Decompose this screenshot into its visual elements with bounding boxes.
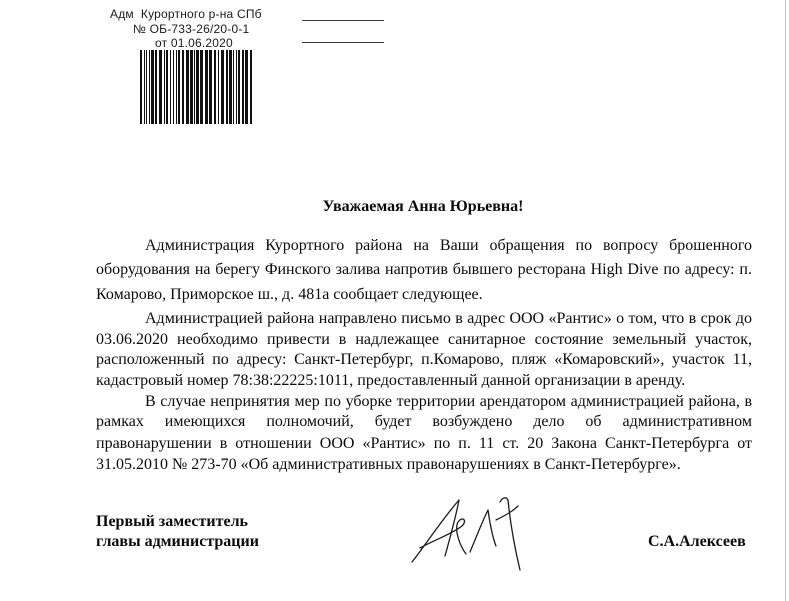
body-line-text: рамках имеющихся полномочий, будет возбуждено дело об административном [96, 413, 752, 430]
barcode-bar [200, 50, 203, 124]
blank-line-bottom [302, 42, 384, 43]
body-line-text: Комарово, Приморское ш., д. 481а сообщает следующее. [96, 286, 483, 303]
body-line [145, 236, 752, 256]
body-line-text: оборудования на берегу Финского залива напротив бывшего ресторана High Dive по адресу: п. [96, 261, 752, 278]
barcode-bar [233, 50, 234, 124]
body-line [96, 285, 752, 305]
barcode-bar [209, 50, 212, 124]
body-paragraph [96, 392, 752, 475]
stamp-date: от 01.06.2020 [155, 36, 233, 50]
barcode-bar [144, 50, 145, 124]
barcode-bar [159, 50, 162, 124]
barcode-bar [214, 50, 216, 124]
salutation: Уважаемая Анна Юрьевна! [322, 198, 524, 215]
barcode-bar [250, 50, 252, 124]
signer-name: С.А.Алексеев [648, 533, 746, 550]
barcode-bar [173, 50, 174, 124]
body-paragraph [96, 309, 752, 391]
body-line-text: 31.05.2010 № 273-70 «Об административных правонарушениях в Санкт-Петербурге». [96, 456, 681, 473]
body-line [145, 392, 752, 412]
body-line [96, 330, 752, 350]
body-line [96, 371, 752, 391]
barcode-bar [149, 50, 150, 124]
barcode-bar [178, 50, 180, 124]
body-line-text: кадастровый номер 78:38:22225:1011, предоставленный данной организации в аренду. [96, 372, 686, 389]
body-line-text: расположенный по адресу: Санкт-Петербург, п.Комарово, пляж «Комаровский», участок 11, [96, 351, 752, 368]
barcode-bar [196, 50, 199, 124]
stamp-organization: Адм Курортного р-на СПб [110, 7, 262, 21]
barcode-bar [186, 50, 189, 124]
barcode-bar [176, 50, 177, 124]
body-line [145, 309, 752, 329]
barcode-bar [221, 50, 224, 124]
barcode-bar [140, 50, 142, 124]
barcode-bar [166, 50, 168, 124]
body-line [96, 412, 752, 432]
stamp-registration-number: № ОБ-733-26/20-0-1 [133, 22, 250, 36]
barcode [140, 50, 253, 124]
body-line-text: Администрацией района направлено письмо в адрес ООО «Рантис» о том, что в срок до [145, 310, 752, 327]
body-line [96, 455, 752, 475]
body-line [96, 434, 752, 454]
barcode-bar [182, 50, 184, 124]
handwritten-signature [400, 490, 535, 575]
body-line [96, 350, 752, 370]
signatory-title-line1: Первый заместитель [96, 513, 248, 530]
body-line-text: В случае непринятия мер по уборке территории арендатором администрацией района, в [145, 393, 752, 410]
body-line-text: 03.06.2020 необходимо привести в надлежащее санитарное состояние земельный участок, [96, 331, 752, 348]
barcode-bar [242, 50, 244, 124]
signatory-title-line2: главы администрации [96, 533, 259, 550]
barcode-bar [226, 50, 228, 124]
blank-line-top [302, 20, 384, 21]
barcode-bar [229, 50, 232, 124]
barcode-bar [146, 50, 147, 124]
body-paragraph [96, 236, 752, 305]
body-line-text: правонарушении в отношении ООО «Рантис» по п. 11 ст. 20 Закона Санкт-Петербурга от [96, 435, 752, 452]
barcode-bar [205, 50, 208, 124]
barcode-bar [238, 50, 240, 124]
barcode-bar [218, 50, 219, 124]
barcode-bar [155, 50, 157, 124]
barcode-bar [194, 50, 195, 124]
barcode-bar [245, 50, 248, 124]
scan-page-edge [785, 0, 786, 601]
body-line-text: Администрация Курортного района на Ваши обращения по вопросу брошенного [145, 237, 752, 254]
barcode-bar [170, 50, 171, 124]
barcode-bar [151, 50, 154, 124]
barcode-bar [190, 50, 193, 124]
barcode-bar [164, 50, 165, 124]
body-line [96, 260, 752, 280]
barcode-bar [236, 50, 237, 124]
